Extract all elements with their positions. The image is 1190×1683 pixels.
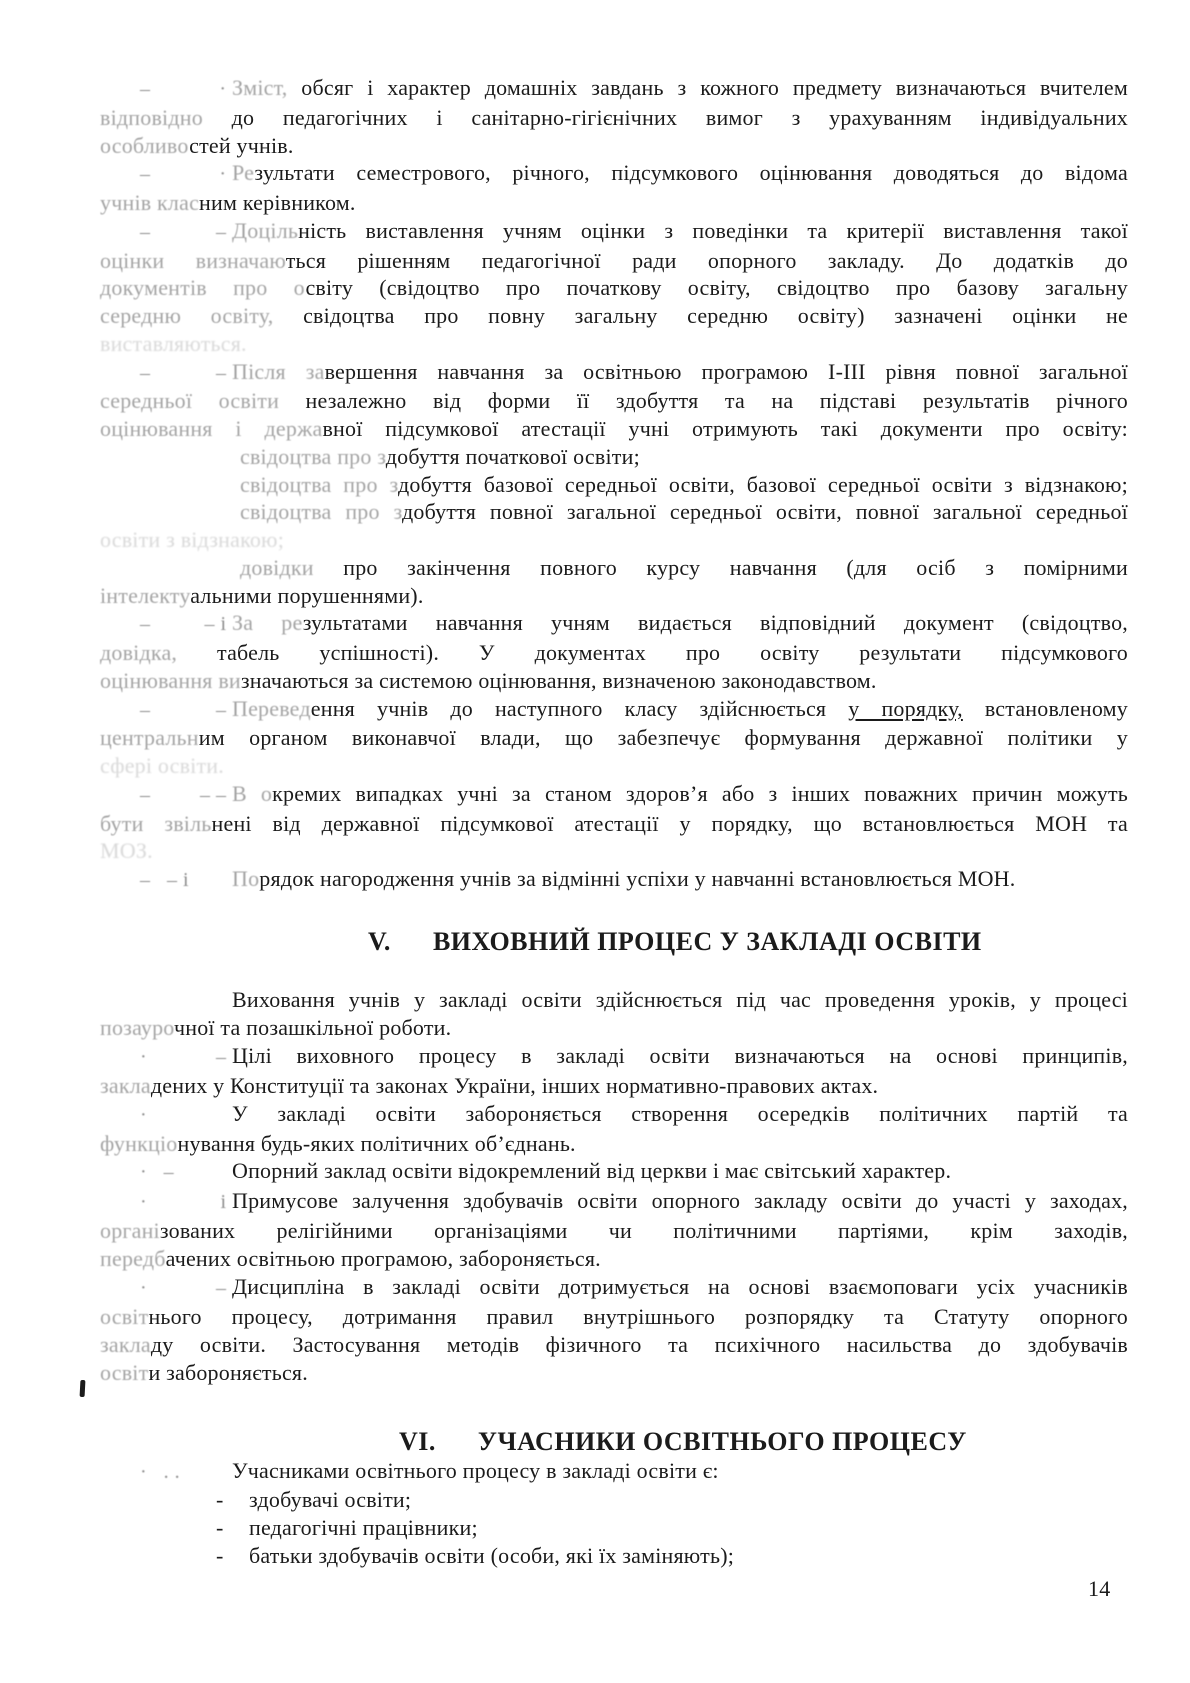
text-line bbox=[100, 1217, 1128, 1245]
section-vi-heading bbox=[399, 1427, 967, 1457]
line-text: ення учнів до наступного класу здійснюється bbox=[310, 695, 849, 721]
paragraph-marker-ghost: · і bbox=[140, 1191, 232, 1214]
faded-text: відповідно bbox=[100, 104, 232, 130]
text-line bbox=[100, 526, 1128, 554]
line-text: табель успішності). У документах про освіту результати підсумкового bbox=[217, 640, 1128, 665]
text-line bbox=[100, 1273, 1128, 1303]
line-text: добуття базової середньої освіти, базової середньої освіти з відзнакою; bbox=[397, 471, 1128, 497]
text-line bbox=[100, 695, 1128, 725]
line-text: стей учнів. bbox=[189, 132, 294, 158]
line-text: виставляються. bbox=[100, 330, 247, 356]
text-line bbox=[100, 1157, 1128, 1187]
line-text: незалежно від форми її здобуття та на підставі результатів річного bbox=[305, 388, 1128, 414]
text-line bbox=[100, 498, 1128, 526]
list-dash: - bbox=[216, 1487, 224, 1512]
section-vi-number: VI. bbox=[399, 1427, 436, 1456]
text-line bbox=[100, 609, 1128, 639]
text-line bbox=[100, 1245, 1128, 1273]
faded-text: особливо bbox=[100, 132, 190, 158]
faded-text: центральн bbox=[100, 725, 199, 751]
paragraph-marker-ghost: – –і bbox=[140, 869, 195, 891]
section-v-heading bbox=[368, 927, 982, 957]
text-line bbox=[100, 582, 1128, 610]
line-text: зованих релігійними організаціями чи політичними партіями, крім заходів, bbox=[159, 1218, 1128, 1244]
faded-text: Перевед bbox=[232, 695, 311, 721]
text-line bbox=[100, 865, 1128, 895]
line-text: вної підсумкової атестації учні отримують такі документи про освіту: bbox=[322, 416, 1128, 441]
line-text: свідоцтва про повну загальну середню освіту) зазначені оцінки не bbox=[303, 303, 1128, 328]
paragraph-marker-ghost: · – bbox=[140, 1277, 232, 1300]
faded-text: освіт bbox=[100, 1303, 149, 1329]
paragraph-marker-ghost: – – bbox=[140, 698, 232, 721]
line-text: обсяг і характер домашніх завдань з кожного предмету визначаються вчителем bbox=[287, 75, 1128, 100]
text-line bbox=[100, 667, 1128, 695]
line-text: Виховання учнів у закладі освіти здійснюється під час проведення уроків, у процесі bbox=[232, 987, 1128, 1012]
text-line bbox=[100, 247, 1128, 275]
page-number: 14 bbox=[1088, 1576, 1111, 1601]
line-text: освіти з відзнакою; bbox=[100, 527, 285, 552]
text-line bbox=[100, 986, 1128, 1014]
text-line bbox=[100, 415, 1128, 443]
text-line bbox=[100, 1457, 1128, 1486]
faded-text: довідки bbox=[240, 554, 344, 580]
section-v-number: V. bbox=[368, 927, 391, 956]
faded-text: документів про о bbox=[100, 275, 306, 301]
text-line bbox=[100, 159, 1128, 189]
faded-text: закла bbox=[100, 1072, 151, 1098]
faded-text: учнів клас bbox=[100, 190, 200, 215]
line-text: сфері освіти. bbox=[100, 753, 224, 778]
text-line bbox=[100, 752, 1128, 780]
line-text: Учасниками освітнього процесу в закладі освіти є: bbox=[232, 1458, 719, 1483]
line-text: Примусове залучення здобувачів освіти опорного закладу освіти до участі у заходах, bbox=[232, 1188, 1128, 1214]
paragraph-marker-ghost: – –і bbox=[140, 613, 232, 636]
paragraph-marker-ghost: – · bbox=[140, 163, 232, 186]
faded-text: свідоцтва про з bbox=[240, 443, 386, 469]
text-line bbox=[100, 1542, 1128, 1570]
text-line bbox=[100, 132, 1128, 160]
faded-text: Після за bbox=[232, 358, 325, 384]
underlined-text: у порядку, bbox=[848, 695, 963, 721]
paragraph-marker-ghost: – – bbox=[140, 361, 232, 384]
faded-text: За ре bbox=[232, 610, 303, 636]
faded-text: позауро bbox=[100, 1014, 174, 1040]
section-v-title: ВИХОВНИЙ ПРОЦЕС У ЗАКЛАДІ ОСВІТИ bbox=[432, 927, 982, 956]
text-line bbox=[100, 1130, 1128, 1158]
line-text: У закладі освіти забороняється створення осередків політичних партій та bbox=[232, 1100, 1128, 1126]
scan-artifact-mark bbox=[80, 1380, 86, 1397]
text-line bbox=[100, 1359, 1128, 1387]
text-line bbox=[100, 1042, 1128, 1072]
faded-text: функціо bbox=[100, 1130, 178, 1156]
paragraph-marker-ghost: · – bbox=[140, 1161, 180, 1184]
faded-text: оцінювання ви bbox=[100, 667, 241, 693]
paragraph-marker-ghost: – · bbox=[140, 78, 232, 100]
text-line bbox=[100, 1303, 1128, 1331]
text-line bbox=[100, 639, 1128, 667]
text-line bbox=[100, 471, 1128, 499]
line-text: здобувачі освіти; bbox=[249, 1487, 412, 1512]
faded-text: Доціль bbox=[232, 217, 299, 243]
line-text: ачених освітньою програмою, забороняється. bbox=[165, 1246, 601, 1272]
line-text: до педагогічних і санітарно-гігієнічних вимог з урахуванням індивідуальних bbox=[231, 104, 1128, 130]
text-line bbox=[100, 780, 1128, 810]
text-line bbox=[100, 358, 1128, 388]
text-line bbox=[100, 1331, 1128, 1359]
text-line bbox=[100, 443, 1128, 471]
line-text: про закінчення повного курсу навчання (для осіб з помірними bbox=[343, 554, 1128, 580]
faded-text: свідоцтва про з bbox=[240, 471, 398, 497]
text-line bbox=[100, 724, 1128, 752]
line-text: педагогічні працівники; bbox=[249, 1515, 478, 1540]
text-line bbox=[100, 1514, 1128, 1542]
text-line bbox=[100, 217, 1128, 247]
text-line bbox=[100, 74, 1128, 104]
faded-text: закла bbox=[100, 1331, 151, 1357]
faded-text: інтелекту bbox=[100, 582, 191, 608]
text-line bbox=[100, 1100, 1128, 1130]
faded-text: освіт bbox=[100, 1359, 149, 1385]
line-text: альними порушеннями). bbox=[190, 582, 424, 608]
faded-text: В о bbox=[232, 780, 273, 806]
paragraph-marker-ghost: – –– bbox=[140, 783, 232, 806]
line-text: значаються за системою оцінювання, визначеною законодавством. bbox=[240, 667, 877, 693]
list-dash: - bbox=[216, 1515, 224, 1540]
text-line bbox=[100, 330, 1128, 358]
line-text: дених у Конституції та законах України, інших нормативно-правових актах. bbox=[150, 1072, 879, 1098]
paragraph-marker-ghost: – – bbox=[140, 220, 232, 243]
text-line bbox=[100, 1486, 1128, 1514]
section-iv-text-block bbox=[100, 74, 1128, 895]
line-text: добуття повної загальної середньої освіти, повної загальної середньої bbox=[402, 499, 1128, 525]
line-text: кремих випадках учні за станом здоров’я або з інших поважних причин можуть bbox=[272, 780, 1128, 806]
text-line bbox=[100, 1072, 1128, 1100]
faded-text: довідка, bbox=[100, 640, 217, 665]
faded-text: середню освіту, bbox=[100, 303, 304, 328]
line-text: чної та позашкільної роботи. bbox=[173, 1014, 452, 1040]
line-text: ться рішенням педагогічної ради опорного закладу. До додатків до bbox=[285, 247, 1128, 273]
faded-text: оцінювання і держа bbox=[100, 416, 323, 441]
text-line bbox=[100, 387, 1128, 415]
text-line bbox=[100, 104, 1128, 132]
line-text: Опорний заклад освіти відокремлений від церкви і має світський характер. bbox=[232, 1158, 952, 1184]
section-vi-text-block bbox=[100, 1457, 1128, 1570]
line-text: нені від державної підсумкової атестації у порядку, що встановлюється МОН та bbox=[211, 810, 1128, 836]
line-text: Дисципліна в закладі освіти дотримується на основі взаємоповаги усіх учасників bbox=[232, 1274, 1128, 1300]
line-text: им органом виконавчої влади, що забезпечує формування державної політики у bbox=[198, 725, 1128, 751]
faded-text: По bbox=[232, 866, 260, 891]
list-dash: - bbox=[216, 1543, 224, 1568]
section-v-text-block bbox=[100, 986, 1128, 1387]
line-text: и забороняється. bbox=[148, 1359, 308, 1385]
section-vi-title: УЧАСНИКИ ОСВІТНЬОГО ПРОЦЕСУ bbox=[477, 1427, 967, 1456]
faded-text: оцінки визначаю bbox=[100, 247, 286, 273]
text-line bbox=[100, 1014, 1128, 1042]
paragraph-marker-ghost: · – bbox=[140, 1045, 232, 1068]
text-line bbox=[100, 810, 1128, 838]
line-text: Цілі виховного процесу в закладі освіти визначаються на основі принципів, bbox=[232, 1042, 1128, 1068]
text-line bbox=[100, 837, 1128, 865]
line-text: добуття початкової освіти; bbox=[385, 443, 640, 469]
text-line bbox=[100, 1187, 1128, 1217]
line-text: зультатами навчання учням видається відповідний документ (свідоцтво, bbox=[302, 610, 1128, 636]
text-line bbox=[100, 189, 1128, 217]
faded-text: Ре bbox=[232, 160, 255, 186]
line-text: ним керівником. bbox=[199, 190, 356, 215]
faded-text: бути звіль bbox=[100, 810, 212, 836]
line-text: світу (свідоцтво про початкову освіту, свідоцтво про базову загальну bbox=[305, 275, 1128, 301]
paragraph-marker-ghost: · .. bbox=[140, 1461, 186, 1483]
line-text: батьки здобувачів освіти (особи, які їх заміняють); bbox=[249, 1543, 735, 1568]
line-text: встановленому bbox=[962, 695, 1128, 721]
line-text: МОЗ. bbox=[100, 838, 153, 864]
text-line bbox=[100, 274, 1128, 302]
paragraph-marker-ghost: · bbox=[140, 1103, 153, 1126]
line-text: ду освіти. Застосування методів фізичного та психічного насильства до здобувачів bbox=[150, 1331, 1128, 1357]
faded-text: передб bbox=[100, 1246, 166, 1272]
line-text: нування будь-яких політичних об’єднань. bbox=[177, 1130, 576, 1156]
line-text: вершення навчання за освітньою програмою І-ІІІ рівня повної загальної bbox=[324, 358, 1128, 384]
faded-text: свідоцтва про з bbox=[240, 499, 403, 525]
faded-text: органі bbox=[100, 1218, 160, 1244]
text-line bbox=[100, 302, 1128, 330]
line-text: ність виставлення учням оцінки з поведінки та критерії виставлення такої bbox=[298, 217, 1128, 243]
line-text: зультати семестрового, річного, підсумкового оцінювання доводяться до відома bbox=[254, 160, 1128, 186]
text-line bbox=[100, 554, 1128, 582]
faded-text: Зміст, bbox=[232, 75, 288, 100]
line-text: рядок нагородження учнів за відмінні успіхи у навчанні встановлюється МОН. bbox=[259, 866, 1016, 891]
faded-text: середньої освіти bbox=[100, 388, 306, 414]
line-text: нього процесу, дотримання правил внутрішнього розпорядку та Статуту опорного bbox=[148, 1303, 1128, 1329]
